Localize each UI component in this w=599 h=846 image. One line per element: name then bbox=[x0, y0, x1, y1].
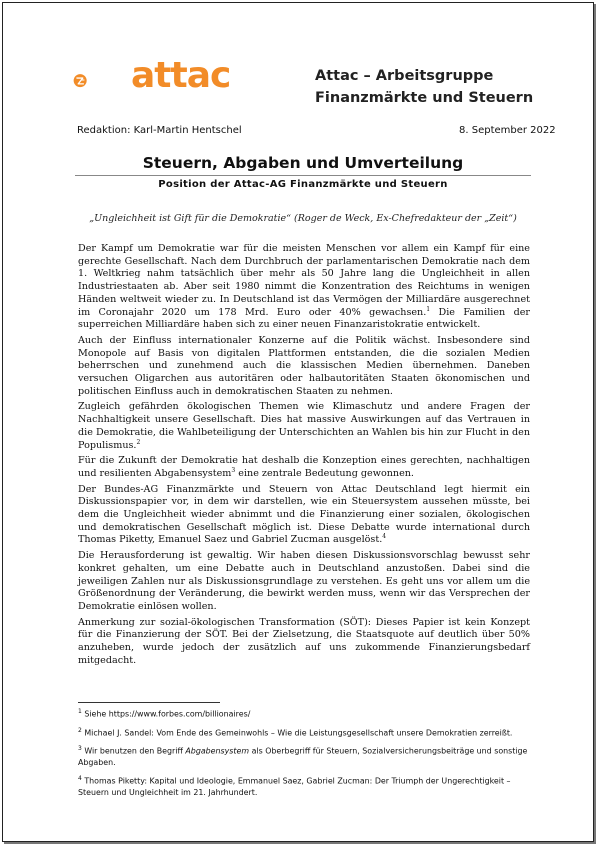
footnote: $^4$ Thomas Piketty: Kapital und Ideologie, Emmanuel Saez, Gabriel Zucman: Der Triumph der Ungerechtigkeit – Steuern und Ungleichheit im 21. Jahrhundert. bbox=[78, 774, 511, 797]
footnote: $^2$ Michael J. Sandel: Vom Ende des Gemeinwohls – Wie die Leistungsgesellschaft unsere Demokratien zerreißt. bbox=[78, 726, 513, 738]
page-subtitle: Position der Attac-AG Finanzmärkte und Steuern bbox=[158, 179, 448, 190]
paragraph: Anmerkung zur sozial-ökologischen Transformation (SÖT): Dieses Papier ist kein Konzept für die Finanzierung der SÖT. Bei der Zielsetzung, die Staatsquote auf deutlich über 50% anzuheben, wurde jedoch der zusätzlich auf uns zukommende Finanzierungsbedarf mitgedacht. bbox=[78, 616, 530, 666]
paragraph: Auch der Einfluss internationaler Konzerne auf die Politik wächst. Insbesondere sind Monopole auf Basis von digitalen Plattformen entstanden, die die sozialen Medien beherrschen und zunehmend auch die klassischen Medien übernehmen. Daneben versuchen Oligarchen aus autoritären oder halbautoritäten Staaten ökonomischen und politischen Einfluss auch in demokratischen Staaten zu nehmen. bbox=[78, 334, 530, 397]
paragraph: Zugleich gefährden ökologischen Themen wie Klimaschutz und andere Fragen der Nachhaltigkeit unsere Gesellschaft. Dies hat massive Auswirkungen auf das Vertrauen in die Demokratie, die Wahlbeteiligung der Unterschichten an Wahlen bis hin zur Flucht in den Populismus.$^2$ bbox=[78, 401, 530, 451]
date-line: 8. September 2022 bbox=[459, 125, 556, 136]
footnote-ref[interactable]: 1 bbox=[426, 305, 431, 313]
org-title-line2: Finanzmärkte und Steuern bbox=[315, 90, 534, 106]
paragraph: Der Kampf um Demokratie war für die meisten Menschen vor allem ein Kampf für eine gerechte Gesellschaft. Nach dem Durchbruch der parlamentarischen Demokratie nach dem 1. Weltkrieg nahm tatsächlich über mehr als 50 Jahre lang die Ungleichheit in allen Industriestaaten ab. Aber seit 1980 nimmt die Konzentration des Reichtums in wenigen Händen weltweit wieder zu. In Deutschland ist das Vermögen der Milliardäre ausgerechnet im Coronajahr 2020 um 178 Mrd. Euro oder 40% gewachsen.$^1$ Die Familien der superreichen Milliardäre haben sich zu einer neuen Finanzaristokratie entwickelt. bbox=[78, 243, 530, 331]
paragraph: Die Herausforderung ist gewaltig. Wir haben diesen Diskussionsvorschlag bewusst sehr konkret gehalten, um eine Debatte auch in Deutschland anzustoßen. Dabei sind die jeweiligen Zahlen nur als Diskussionsgrundlage zu verstehen. Es geht uns vor allem um die Größenordnung der Veränderung, die bewirkt werden muss, wenn wir das Versprechen der Demokratie einlösen wollen. bbox=[78, 550, 530, 612]
footnote: $^1$ Siehe https://www.forbes.com/billionaires/ bbox=[78, 708, 251, 719]
editor-line: Redaktion: Karl-Martin Hentschel bbox=[77, 125, 242, 136]
page-title: Steuern, Abgaben und Umverteilung bbox=[142, 154, 464, 172]
body-text bbox=[78, 243, 530, 671]
paragraph: Für die Zukunft der Demokratie hat deshalb die Konzeption eines gerechten, nachhaltigen und resilienten Abgabensystem$^3$ eine zentrale Bedeutung gewonnen. bbox=[78, 455, 530, 479]
org-title-line1: Attac – Arbeitsgruppe bbox=[315, 68, 494, 84]
paragraph: Der Bundes-AG Finanzmärkte und Steuern von Attac Deutschland legt hiermit ein Diskussionspapier vor, in dem wir darstellen, wie ein Steuersystem aussehen müsste, bei dem die Ungleichheit wieder abnimmt und die Finanzierung einer sozialen, ökologischen und demokratischen Gesellschaft möglich ist. Diese Debatte wurde international durch Thomas Piketty, Emanuel Saez und Gabriel Zucman ausgelöst.$^4$ bbox=[78, 483, 530, 546]
logo-wordmark: attac bbox=[131, 55, 231, 96]
footnote-ref[interactable]: 2 bbox=[136, 438, 141, 446]
attac-logo-icon bbox=[73, 58, 125, 102]
document-page bbox=[2, 2, 594, 842]
footnote-ref[interactable]: 3 bbox=[231, 466, 236, 474]
footnotes bbox=[78, 706, 530, 803]
footnote: $^3$ Wir benutzen den Begriff Abgabensystem als Oberbegriff für Steuern, Sozialversicherungsbeiträge und sonstige Abgaben. bbox=[78, 745, 528, 767]
footnote-ref[interactable]: 4 bbox=[382, 533, 387, 541]
org-title bbox=[315, 65, 533, 109]
epigraph-quote: „Ungleichheit ist Gift für die Demokratie“ (Roger de Weck, Ex-Chefredakteur der „Zeit“) bbox=[89, 213, 517, 224]
footnote-divider bbox=[78, 702, 220, 703]
title-divider bbox=[75, 175, 531, 176]
